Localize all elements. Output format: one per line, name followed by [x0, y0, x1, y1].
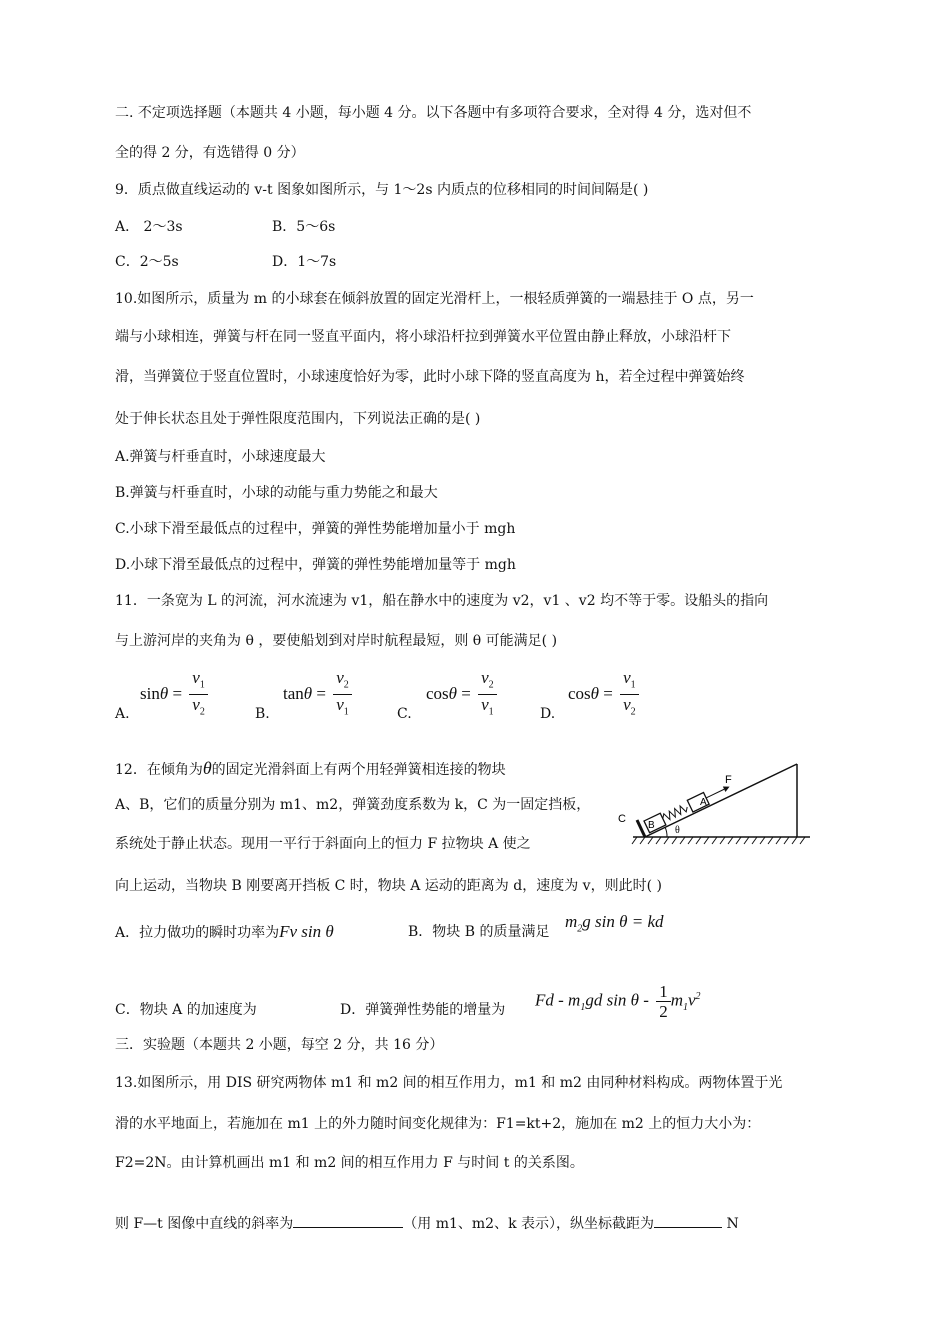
q11-formula-d: cosθ = $\frac{v_1}{v_2}$	[568, 668, 639, 722]
section2-header-line2: 全的得 2 分，有选错得 0 分）	[115, 145, 305, 161]
q11-label-d: D.	[540, 706, 556, 722]
q11-formula-c: cosθ = $\frac{v_2}{v_1}$	[426, 668, 497, 722]
q10-option-b: B.弹簧与杆垂直时，小球的动能与重力势能之和最大	[115, 485, 438, 501]
q12-option-c: C．物块 A 的加速度为	[115, 1002, 257, 1018]
q10-line3: 滑，当弹簧位于竖直位置时，小球速度恰好为零，此时小球下降的竖直高度为 h，若全过程中弹簧始终	[115, 369, 745, 385]
fig-label-b: B	[648, 820, 655, 831]
q11-label-b: B.	[255, 706, 270, 722]
q13-line4: 则 F—t 图像中直线的斜率为 （用 m1、m2、k 表示），纵坐标截距为 N	[115, 1213, 739, 1234]
q11-line1: 11．一条宽为 L 的河流，河水流速为 v1，船在静水中的速度为 v2，v1 、v2 均不等于零。设船头的指向	[115, 593, 769, 609]
q13-line3: F2=2N。由计算机画出 m1 和 m2 间的相互作用力 F 与时间 t 的关系图。	[115, 1155, 584, 1171]
q13-line2: 滑的水平地面上，若施加在 m1 上的外力随时间变化规律为：F1=kt+2，施加在 m2 上的恒力大小为：	[115, 1116, 761, 1132]
intercept-answer-blank[interactable]	[654, 1213, 722, 1228]
q12-option-b: B．物块 B 的质量满足	[408, 924, 550, 940]
fig-label-c: C	[618, 813, 626, 825]
q9-option-b: B．5～6s	[272, 219, 336, 235]
q9-option-c: C．2～5s	[115, 254, 179, 270]
q10-line2: 端与小球相连，弹簧与杆在同一竖直平面内，将小球沿杆拉到弹簧水平位置由静止释放，小球沿杆下	[115, 329, 731, 345]
section3-header: 三．实验题（本题共 2 小题，每空 2 分，共 16 分）	[115, 1037, 444, 1053]
q12-line2: A、B，它们的质量分别为 m1、m2，弹簧劲度系数为 k，C 为一固定挡板，	[115, 797, 591, 813]
q12-option-d: D．弹簧弹性势能的增量为	[340, 1002, 506, 1018]
q11-formula-a: sinθ = $\frac{v_1}{v_2}$	[140, 668, 208, 722]
q12-option-a-expr: Fv sin θ	[279, 922, 334, 941]
fig-label-a: A	[700, 797, 707, 808]
fig-label-theta: θ	[675, 825, 680, 836]
q10-line4: 处于伸长状态且处于弹性限度范围内，下列说法正确的是( )	[115, 411, 481, 427]
q12-line4: 向上运动，当物块 B 刚要离开挡板 C 时，物块 A 运动的距离为 d，速度为 v，则此时( )	[115, 878, 662, 894]
q12-option-a: A．拉力做功的瞬时功率为Fv sin θ	[115, 922, 334, 941]
q12-line3: 系统处于静止状态。现用一平行于斜面向上的恒力 F 拉物块 A 使之	[115, 836, 531, 852]
section2-header-line1: 二. 不定项选择题（本题共 4 小题，每小题 4 分。以下各题中有多项符合要求，全对得 4 分，选对但不	[115, 105, 752, 121]
q11-line2: 与上游河岸的夹角为 θ ，要使船划到对岸时航程最短，则 θ 可能满足( )	[115, 633, 558, 649]
q11-formula-b: tanθ = $\frac{v_2}{v_1}$	[283, 668, 352, 722]
q9-stem: 9．质点做直线运动的 v-t 图象如图所示，与 1～2s 内质点的位移相同的时间间隔是( )	[115, 182, 649, 198]
slope-answer-blank[interactable]	[293, 1213, 403, 1228]
incline-figure	[615, 760, 815, 850]
q12-option-b-expr: $m_2g$ sin θ = kd	[565, 912, 664, 935]
q10-option-a: A.弹簧与杆垂直时，小球速度最大	[115, 449, 326, 465]
q12-option-d-expr: Fd - $m_1gd$ sin θ - $\frac{1}{2}$ $m_1v^2$	[535, 982, 701, 1021]
q11-label-a: A.	[115, 706, 130, 722]
fig-label-f: F	[725, 774, 732, 786]
q9-option-d: D．1～7s	[272, 254, 337, 270]
q10-option-c: C.小球下滑至最低点的过程中，弹簧的弹性势能增加量小于 mgh	[115, 521, 516, 537]
q10-line1: 10.如图所示，质量为 m 的小球套在倾斜放置的固定光滑杆上，一根轻质弹簧的一端悬挂于 O 点，另一	[115, 291, 754, 307]
q13-line1: 13.如图所示，用 DIS 研究两物体 m1 和 m2 间的相互作用力，m1 和 m2 由同种材料构成。两物体置于光	[115, 1075, 783, 1091]
q9-option-a: A． 2～3s	[115, 219, 183, 235]
q12-line1: 12．在倾角为θ的固定光滑斜面上有两个用轻弹簧相连接的物块	[115, 758, 506, 778]
q11-label-c: C.	[397, 706, 412, 722]
q10-option-d: D.小球下滑至最低点的过程中，弹簧的弹性势能增加量等于 mgh	[115, 557, 516, 573]
